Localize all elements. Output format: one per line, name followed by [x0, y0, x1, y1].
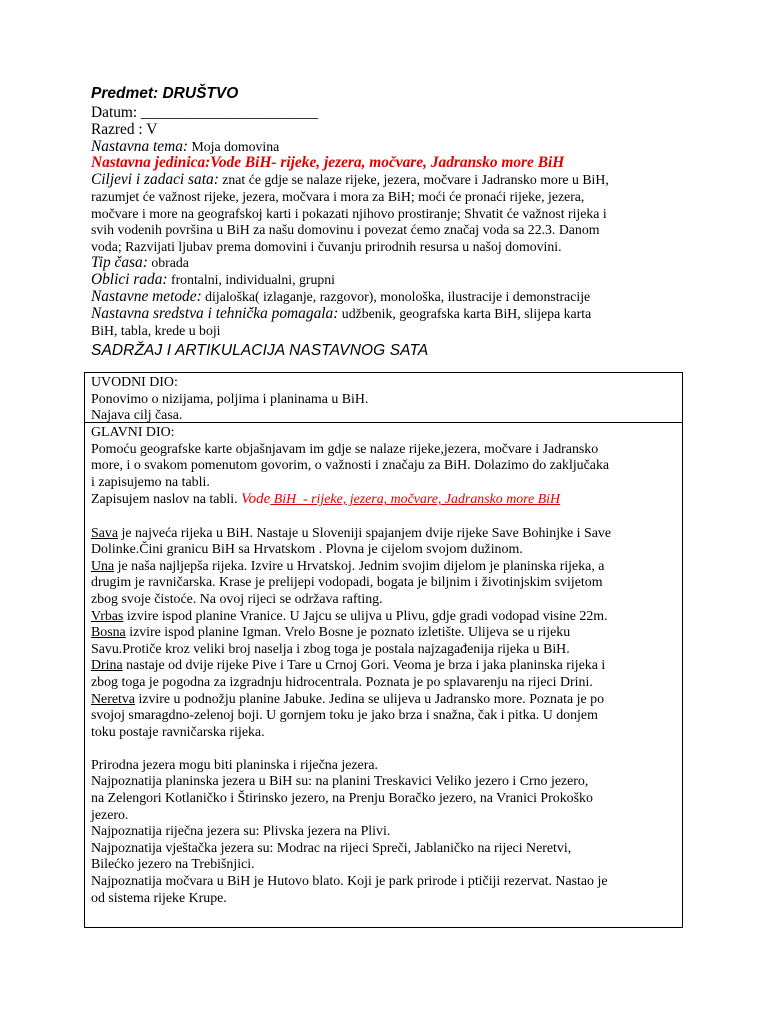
subject-title: Predmet: DRUŠTVO	[91, 85, 239, 102]
bosna-name: Bosna	[91, 625, 126, 641]
una-name: Una	[91, 558, 115, 574]
type-line	[91, 255, 687, 272]
goals-label: Ciljevi i zadaci sata:	[91, 171, 219, 189]
swamp-line-2: od sistema rijeke Krupe.	[91, 890, 227, 906]
vrbas-line-1	[91, 609, 676, 626]
methods-value: dijaloška( izlaganje, razgovor), monološka, ilustracije i demonstracije	[201, 288, 591, 304]
drina-line-1	[91, 658, 676, 675]
forms-value: frontalni, individualni, grupni	[167, 272, 335, 288]
lakes-line-3: na Zelengori Kotlaničko i Štirinsko jezero, na Prenju Boračko jezero, na Vranici Prokoško	[91, 791, 593, 807]
intro-section-box	[84, 372, 683, 423]
una-line-3: zbog svoje čistoće. Na ovoj rijeci se održava rafting.	[91, 591, 383, 607]
spacer	[91, 741, 676, 758]
theme-label: Nastavna tema:	[91, 137, 189, 155]
main-section-box	[84, 422, 683, 928]
bosna-line-1	[91, 625, 676, 642]
goals-text-1: znat će gdje se nalaze rijeke, jezera, močvare i Jadransko more u BiH,	[218, 172, 609, 188]
forms-line	[91, 272, 687, 289]
date-line: Datum: _______________________	[91, 104, 319, 121]
board-title	[241, 492, 560, 507]
theme-value: Moja domovina	[188, 138, 280, 154]
bosna-line-2: Savu.Protiče kroz veliki broj naselja i zbog toga je postala najzagađenija rijeka u BiH.	[91, 641, 570, 657]
lakes-line-5: Najpoznatija riječna jezera su: Plivska jezera na Plivi.	[91, 824, 391, 840]
unit-line: Nastavna jedinica:Vode BiH- rijeke, jezera, močvare, Jadransko more BiH	[91, 154, 565, 172]
vrbas-name: Vrbas	[91, 608, 124, 624]
goals-text-2: razumjet će važnost rijeke, jezera, močvara i mora za BiH; moći će pronaći rijeke, jezera,	[91, 188, 585, 204]
lesson-plan-header	[91, 84, 687, 360]
intro-line-1: Ponovimo o nizijama, poljima i planinama u BiH.	[91, 391, 369, 407]
lakes-line-2: Najpoznatija planinska jezera u BiH su: na planini Treskavici Veliko jezero i Crno jezero,	[91, 774, 589, 790]
methods-label: Nastavne metode:	[91, 287, 202, 305]
lakes-line-1: Prirodna jezera mogu biti planinska i riječna jezera.	[91, 757, 378, 773]
theme-line	[91, 139, 687, 156]
type-value: obrada	[147, 255, 189, 271]
drina-name: Drina	[91, 658, 123, 674]
neretva-text-1: izvire u podnožju planine Jabuke. Jedina se ulijeva u Jadransko more. Poznata je po	[134, 691, 605, 707]
lakes-line-4: jezero.	[91, 807, 129, 823]
tools-label: Nastavna sredstva i tehnička pomagala:	[91, 304, 339, 322]
swamp-line-1: Najpoznatija močvara u BiH je Hutovo blato. Koji je park prirode i ptičiji rezervat. Nastao je	[91, 874, 608, 890]
una-line-2: drugim je ravničarska. Krase je prelijepi vodopadi, bogata je biljnim i životinjskim svijetom	[91, 575, 603, 591]
intro-heading: UVODNI DIO:	[91, 375, 178, 390]
neretva-line-3: toku postaje ravničarska rijeka.	[91, 724, 265, 740]
neretva-line-2: svojoj smaragdno-zelenoj boji. U gornjem toku je jako brza i snažna, čak i pitka. U donjem	[91, 708, 598, 724]
main-p2-line	[91, 491, 676, 509]
sava-line-2: Dolinke.Čini granicu BiH sa Hrvatskom . Plovna je cijelom svojom dužinom.	[91, 542, 523, 558]
goals-block	[91, 172, 687, 189]
goals-text-4: svih vodenih površina u BiH za našu domovinu i povezat ćemo značaj voda sa 22.3. Danom	[91, 222, 600, 238]
intro-line-2: Najava cilj časa.	[91, 408, 183, 424]
sava-text-1: je najveća rijeka u BiH. Nastaje u Sloveniji spajanjem dvije rijeke Save Bohinjke i Save	[118, 525, 611, 541]
drina-text-1: nastaje od dvije rijeke Pive i Tare u Crnoj Gori. Veoma je brza i jaka planinska rijeka i	[122, 658, 606, 674]
sava-name: Sava	[91, 525, 119, 541]
board-title-big: Vode	[241, 491, 271, 508]
goals-text-3: močvare i more na geografskoj karti i pokazati njihovo prostiranje; Shvatit će važnost rijeka i	[91, 205, 607, 221]
neretva-name: Neretva	[91, 691, 135, 707]
main-heading: GLAVNI DIO:	[91, 425, 175, 440]
tools-value-1: udžbenik, geografska karta BiH, slijepa karta	[338, 305, 592, 321]
tools-value-2: BiH, tabla, krede u boji	[91, 322, 221, 338]
lakes-line-7: Bilećko jezero na Trebišnjici.	[91, 857, 255, 873]
section-title: SADRŽAJ I ARTIKULACIJA NASTAVNOG SATA	[91, 342, 429, 360]
una-line-1	[91, 559, 676, 576]
main-p1-line-1: Pomoću geografske karte objašnjavam im gdje se nalaze rijeke,jezera, močvare i Jadransko	[91, 441, 599, 457]
main-p1-line-2: more, i o svakom pomenutom govorim, o važnosti i značaju za BiH. Dolazimo do zaključaka	[91, 458, 610, 474]
neretva-line-1	[91, 692, 676, 709]
drina-line-2: zbog toga je pogodna za izgradnju hidrocentrala. Poznata je po splavarenju na rijeci Drini.	[91, 674, 593, 690]
goals-text-5: voda; Razvijati ljubav prema domovini i čuvanju prirodnih resursa u našoj domovini.	[91, 238, 562, 254]
main-p1-line-3: i zapisujemo na tabli.	[91, 474, 210, 490]
lakes-line-6: Najpoznatija vještačka jezera su: Modrac na rijeci Spreči, Jablaničko na rijeci Neretvi,	[91, 840, 572, 856]
vrbas-text-1: izvire ispod planine Vranice. U Jajcu se ulijva u Plivu, gdje gradi vodopad visine 22m.	[123, 608, 608, 624]
board-title-prefix: Zapisujem naslov na tabli.	[91, 492, 242, 508]
tools-line	[91, 306, 687, 323]
sava-line-1	[91, 526, 676, 543]
bosna-text-1: izvire ispod planine Igman. Vrelo Bosne je poznato izletište. Ulijeva se u rijeku	[125, 625, 571, 641]
type-label: Tip časa:	[91, 254, 148, 272]
grade-line: Razred : V	[91, 120, 158, 138]
spacer	[91, 509, 676, 526]
board-title-rest: BiH_- rijeke, jezera, močvare, Jadransko more BiH	[270, 492, 561, 508]
una-text-1: je naša najljepša rijeka. Izvire u Hrvatskoj. Jednim svojim dijelom je planinska rijeka, a	[114, 558, 605, 574]
methods-line	[91, 289, 687, 306]
forms-label: Oblici rada:	[91, 271, 168, 289]
